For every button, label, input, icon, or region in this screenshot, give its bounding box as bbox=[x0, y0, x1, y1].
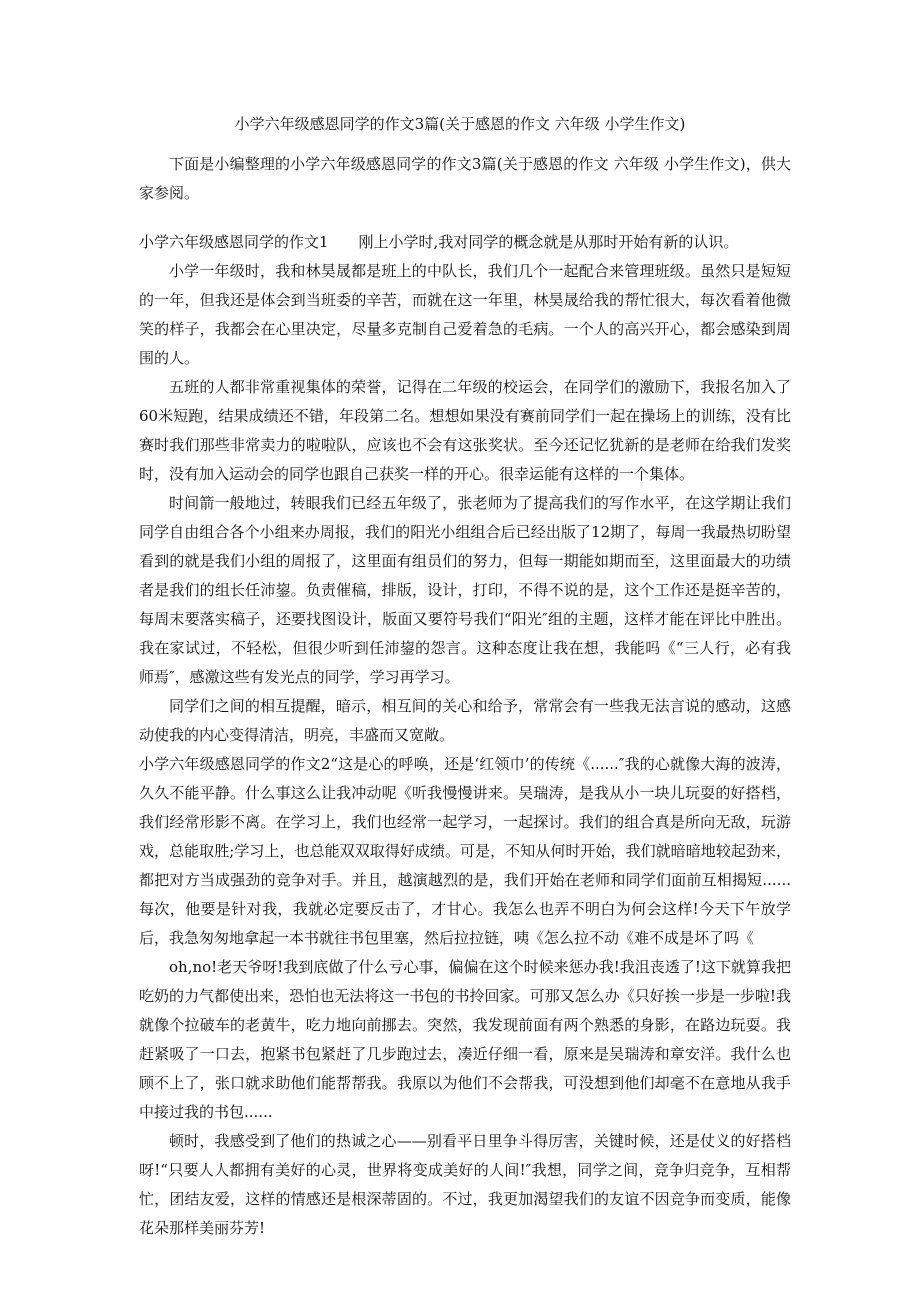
document-body bbox=[139, 150, 791, 1243]
document-title: 小学六年级感恩同学的作文3篇(关于感恩的作文 六年级 小学生作文) bbox=[234, 115, 686, 133]
essay1-heading: 小学六年级感恩同学的作文1 bbox=[139, 233, 329, 251]
paragraph: 时间箭一般地过，转眼我们已经五年级了，张老师为了提高我们的写作水平，在这学期让我们同学自由组合各个小组来办周报，我们的阳光小组组合后已经出版了12期了，每周一我最热切盼望看到的就是我们小组的周报了，这里面有组员们的努力，但每一期能如期而至，这里面最大的功绩者是我们的组长任沛鋆。负责催稿，排版，设计，打印，不得不说的是，这个工作还是挺辛苦的，每周末要落实稿子，还要找图设计，版面又要符号我们“阳光″组的主题，这样才能在评比中胜出。我在家试过，不轻松，但很少听到任沛鋆的怨言。这种态度让我在想，我能吗《“三人行，必有我师焉″，感激这些有发光点的同学，学习再学习。 bbox=[139, 494, 791, 686]
essay1-first-line bbox=[139, 228, 791, 257]
essay2-opening: “这是心的呼唤，还是‘红领巾’的传统《......″我的心就像大海的波涛，久久不能平静。什么事这么让我冲动呢《听我慢慢讲来。吴瑞涛，是我从小一块儿玩耍的好搭档，我们经常形影不离。在学习上，我们也经常一起学习，一起探讨。我们的组合真是所向无敌，玩游戏，总能取胜;学习上，也总能双双取得好成绩。可是，不知从何时开始，我们就暗暗地较起劲来，都把对方当成强劲的竞争对手。并且，越演越烈的是，我们开始在老师和同学们面前互相揭短......每次，他要是针对我，我就必定要反击了，才甘心。我怎么也弄不明白为何会这样!今天下午放学后，我急匆匆地拿起一本书就往书包里塞，然后拉拉链，咦《怎么拉不动《难不成是坏了吗《 bbox=[139, 755, 792, 947]
paragraph: 五班的人都非常重视集体的荣誉，记得在二年级的校运会，在同学们的激励下，我报名加入了60米短跑，结果成绩还不错，年段第二名。想想如果没有赛前同学们一起在操场上的训练，没有比赛时我们那些非常卖力的啦啦队，应该也不会有这张奖状。至今还记忆犹新的是老师在给我们发奖时，没有加入运动会的同学也跟自己获奖一样的开心。很幸运能有这样的一个集体。 bbox=[139, 378, 791, 483]
paragraph: oh,no!老天爷呀!我到底做了什么亏心事，偏偏在这个时候来惩办我!我沮丧透了!这下就算我把吃奶的力气都使出来，恐怕也无法将这一书包的书拎回家。可那又怎么办《只好挨一步是一步啦!我就像个拉破车的老黄牛，吃力地向前挪去。突然，我发现前面有两个熟悉的身影，在路边玩耍。我赶紧吸了一口去，抱紧书包紧赶了几步跑过去，凑近仔细一看，原来是吴瑞涛和章安洋。我什么也顾不上了，张口就求助他们能帮帮我。我原以为他们不会帮我，可没想到他们却毫不在意地从我手中接过我的书包...... bbox=[139, 958, 791, 1121]
intro-paragraph: 下面是小编整理的小学六年级感恩同学的作文3篇(关于感恩的作文 六年级 小学生作文)，供大家参阅。 bbox=[139, 155, 791, 202]
paragraph: 顿时，我感受到了他们的热诚之心——别看平日里争斗得厉害，关键时候，还是仗义的好搭档呀!“只要人人都拥有美好的心灵，世界将变成美好的人间!″我想，同学之间，竞争归竞争，互相帮忙，团结友爱，这样的情感还是根深蒂固的。不过，我更加渴望我们的友谊不因竞争而变质，能像花朵那样美丽芬芳! bbox=[139, 1132, 791, 1237]
essay1-opening: 刚上小学时,我对同学的概念就是从那时开始有新的认识。 bbox=[358, 233, 739, 251]
paragraph: 同学们之间的相互提醒，暗示，相互间的关心和给予，常常会有一些我无法言说的感动，这感动使我的内心变得清洁，明亮，丰盛而又宽敞。 bbox=[139, 697, 791, 744]
essay2-first-paragraph bbox=[139, 750, 791, 953]
paragraph: 小学一年级时，我和林昊晟都是班上的中队长，我们几个一起配合来管理班级。虽然只是短短的一年，但我还是体会到当班委的辛苦，而就在这一年里，林昊晟给我的帮忙很大，每次看着他微笑的样子，我都会在心里决定，尽量多克制自己爱着急的毛病。一个人的高兴开心，都会感染到周围的人。 bbox=[139, 262, 791, 367]
essay2-heading: 小学六年级感恩同学的作文2 bbox=[139, 755, 331, 773]
